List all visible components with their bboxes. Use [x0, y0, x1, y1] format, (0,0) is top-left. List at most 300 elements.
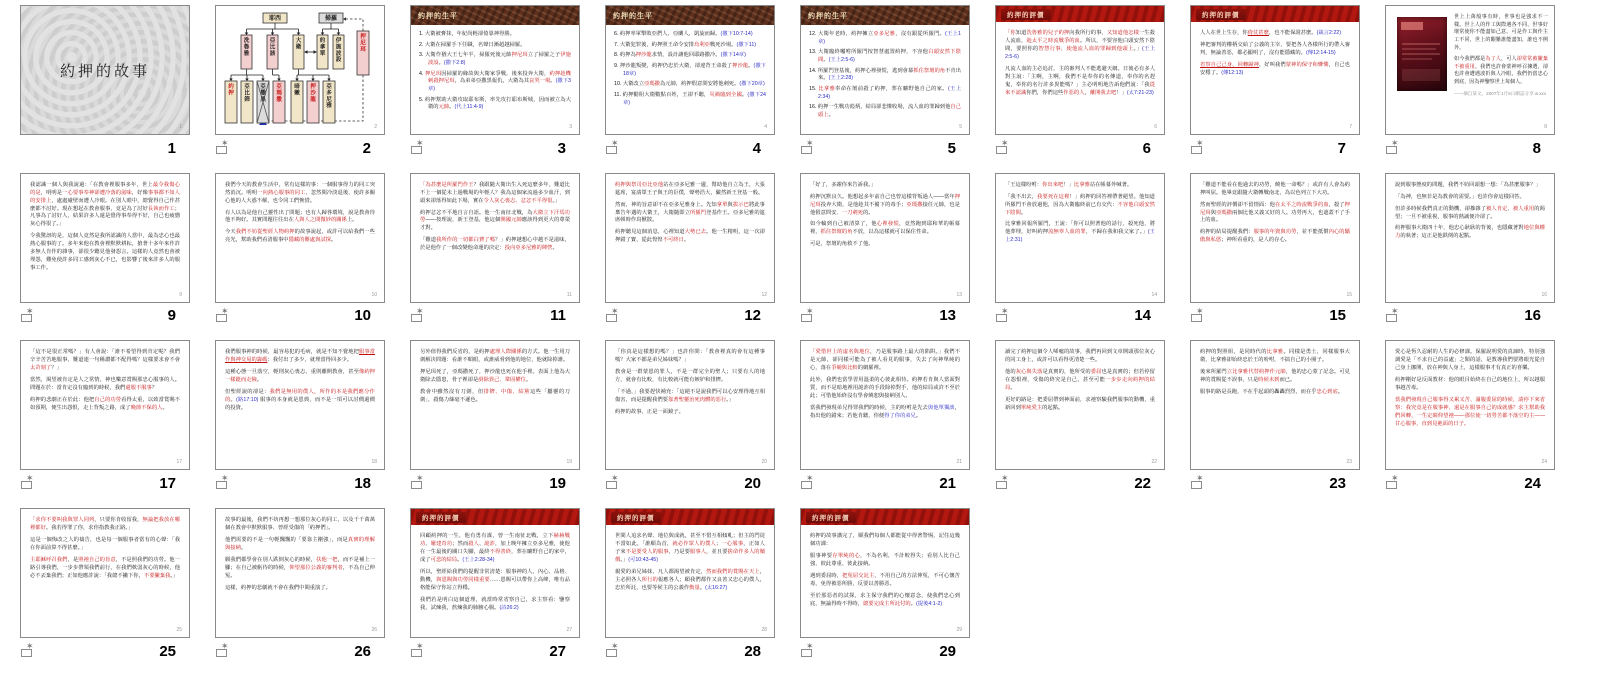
text-segment: 。 — [256, 377, 263, 384]
text-segment: 把冤屈交託主 — [842, 572, 875, 579]
transition-star-icon[interactable] — [801, 644, 816, 658]
slide-header-title: 約押的生平 — [613, 12, 653, 20]
transition-star-icon[interactable] — [606, 141, 621, 155]
paragraph — [225, 389, 375, 413]
text-segment: 我們是無用的僕人，所作的本是我們應分作的 — [225, 389, 375, 404]
slide-page-number: 11 — [566, 291, 572, 298]
diagram-box-saul — [319, 13, 343, 23]
paragraph — [1200, 202, 1350, 226]
paragraph — [615, 389, 765, 405]
text-segment: 為了人 — [1485, 56, 1502, 63]
text-segment: ！」約押的回答裡帶著絕望。他知道所羅門不會放過他，因為大衛臨終前已有交代： — [1005, 193, 1155, 208]
text-segment: ？」 — [51, 365, 62, 372]
text-segment: 約押沉默良久。他想起多年前自己也曾這樣背叛過人——當年 — [810, 193, 955, 200]
text-segment: (撒下24章) — [623, 92, 766, 106]
slide-number: 26 — [354, 642, 371, 660]
paragraph — [1200, 369, 1350, 385]
slide-header-band — [801, 509, 969, 525]
text-segment: 我要死在這裡 — [1037, 193, 1070, 200]
text-segment: 將此事稟告年邁的大衛王，大衛隨即立 — [615, 201, 765, 216]
transition-star-icon[interactable] — [411, 309, 426, 323]
text-segment: 。 — [162, 405, 168, 412]
text-segment: 凡流人血的主必追討，主的審判人不能逃避天網。日後必有多人對主說：「主啊，主啊，我們不是奉你的名傳道，奉你的名趕鬼，奉你的名行許多異能嗎？」主必明明地告訴他們說：「我 — [1005, 65, 1155, 88]
slide-thumbnail-27[interactable] — [410, 508, 580, 638]
slide-number: 1 — [167, 139, 176, 157]
text-segment: 10. 大衛改立 — [614, 81, 645, 88]
text-segment: 當我們發現弟兄得罪我們的時候，主的吩咐是先去 — [810, 405, 928, 412]
paragraph — [1005, 30, 1155, 62]
slide-page-number: 13 — [956, 291, 962, 298]
paragraph — [30, 397, 180, 413]
text-segment: 押尼珥死了，亞瑪撒死了，押沙龍也死在他手裡。表面上他為大衛除去隱患，骨子裡卻是 — [420, 369, 570, 384]
paragraph — [1200, 349, 1350, 365]
paragraph — [1005, 369, 1155, 393]
text-segment: 今天 — [225, 229, 236, 236]
paragraph — [225, 229, 375, 245]
transition-star-icon[interactable] — [21, 476, 36, 490]
diagram-box-joab — [225, 81, 237, 123]
text-segment: 。」 — [620, 556, 629, 563]
text-segment: 單純愛主 — [1020, 405, 1043, 412]
text-segment: 因掃羅的緣故與大衛家爭戰，後來投奔大衛， — [441, 70, 550, 77]
text-segment: 衡量 — [689, 584, 700, 591]
transition-star-icon[interactable] — [216, 644, 231, 658]
text-segment: 的執著；這正是他跌倒的起點。 — [1400, 233, 1475, 240]
text-segment: 約押的故事講完了，願我們每個人都能從中得著警惕，記住這幾個功課： — [810, 533, 960, 548]
text-segment: 。」 — [726, 397, 735, 404]
text-segment: ，也不能保證甚麼。 — [1268, 30, 1317, 36]
slide-body — [216, 509, 384, 593]
paragraph — [225, 557, 375, 581]
text-segment: (太7:21-23) — [1126, 89, 1154, 96]
transition-star-icon[interactable] — [411, 141, 426, 155]
transition-star-icon[interactable] — [1191, 476, 1206, 490]
text-segment: ，好叫我們 — [1258, 61, 1286, 68]
cover-detail — [1402, 58, 1432, 60]
text-segment: (可10:43-45) — [628, 556, 659, 563]
text-segment: 。 — [457, 556, 463, 563]
slide-thumbnail-6[interactable] — [995, 5, 1165, 135]
slide-page-number: 24 — [1541, 459, 1547, 466]
text-segment: 約押的故事，正是一面鏡子。 — [615, 409, 684, 416]
slide-thumbnail-23[interactable] — [1190, 340, 1360, 470]
text-segment: 忠心到底 — [1316, 389, 1338, 396]
citation-line — [1454, 91, 1548, 98]
transition-star-icon[interactable] — [21, 644, 36, 658]
slide-number: 10 — [354, 307, 371, 325]
text-segment: 灰心與失落 — [1015, 369, 1043, 376]
transition-star-icon[interactable] — [606, 644, 621, 658]
text-segment: ！」 — [1063, 181, 1074, 188]
text-segment: 。 — [1010, 385, 1016, 392]
paragraph — [1005, 66, 1155, 98]
text-segment: 。 — [1337, 389, 1344, 396]
text-segment: (提後4:1-2) — [915, 600, 943, 607]
slide-number: 15 — [1329, 307, 1346, 325]
text-segment: 最令我傷心的是 — [30, 181, 180, 196]
transition-star-icon[interactable] — [1191, 141, 1206, 155]
slide-thumbnail-29[interactable] — [800, 508, 970, 638]
text-segment: 、 — [478, 541, 485, 548]
slide-thumbnail-9[interactable] — [20, 173, 190, 303]
slide-thumbnail-18[interactable] — [215, 340, 385, 470]
transition-star-icon[interactable] — [606, 309, 621, 323]
slide-thumbnail-22[interactable] — [995, 340, 1165, 470]
text-segment: 。 — [1020, 209, 1027, 216]
text-segment: 。 — [823, 57, 829, 64]
text-segment: 服事人 — [690, 548, 707, 555]
slide-number: 29 — [939, 642, 956, 660]
text-segment: 殺人 — [468, 541, 479, 548]
cover-detail — [1402, 48, 1436, 50]
slide-page-number: 12 — [761, 291, 767, 298]
text-segment: 智慧行事，使他流人血的罪歸到他頭上 — [1038, 45, 1134, 52]
bullet-item — [419, 71, 571, 94]
diagram-box-jonathan — [317, 35, 328, 69]
text-segment: 投奔大衛，是他趁其不備下的毒手； — [820, 201, 907, 208]
bullet-item — [809, 31, 961, 46]
paragraph — [1454, 56, 1548, 87]
slide-thumbnail-19[interactable] — [410, 340, 580, 470]
text-segment: 看得太重，以致當賞賜不如預期，便生出怨恨，走上背叛之路，成了 — [30, 397, 180, 412]
slide-page-number: 20 — [761, 459, 767, 466]
text-segment: 。 — [910, 600, 916, 607]
slide-page-number: 4 — [764, 124, 767, 130]
text-segment: 5. 約押幫助大衛攻取耶布斯，率先攻打耶布斯城，因而被立為大衛的 — [419, 96, 571, 111]
slide-thumbnail-28[interactable] — [605, 508, 775, 638]
transition-star-icon[interactable] — [411, 476, 426, 490]
text-segment: (詩26:2) — [499, 604, 519, 611]
transition-star-icon[interactable] — [801, 309, 816, 323]
text-segment: 大勢已去 — [684, 229, 707, 236]
text-segment: 向我所行的事， — [1069, 30, 1107, 36]
svg-text:暗嫩: 暗嫩 — [294, 84, 300, 97]
slide-body — [996, 174, 1164, 246]
slide-caption-strip — [1385, 472, 1555, 494]
slide-number: 13 — [939, 307, 956, 325]
slide-header-band — [411, 6, 579, 25]
text-segment: 服事的路是長跑，不在乎起頭的轟轟烈烈，而在乎 — [1200, 389, 1317, 396]
text-segment: 、 — [425, 541, 431, 548]
text-segment: ，他的忠心蒙了記念。可見神的賞賜從不誤事，只是 — [1200, 369, 1350, 384]
text-segment: 的網羅裡。 — [857, 365, 885, 372]
paragraph — [225, 182, 375, 206]
slide-page-number: 7 — [1349, 124, 1352, 130]
diagram-box-absalom — [307, 81, 319, 123]
text-segment: ，處處碰壁而遭人冷眼。在別人眼中，總覺得自己作甚麼都不討好。現在想起在教會服事，竟是為了討好 — [30, 197, 180, 212]
text-segment: 的渴望；一旦不被重視，服事的熱誠便冷卻了。 — [1395, 205, 1545, 220]
text-segment: 烏利亞 — [694, 41, 710, 48]
text-segment: 有人以為是他自己靈性出了問題；也有人歸咎環境，說是教會待他不夠好。其實問題往往出在 — [225, 209, 375, 224]
svg-text:押尼珥: 押尼珥 — [360, 34, 366, 53]
text-segment: 隱藏的難處與試探 — [288, 237, 331, 244]
text-segment: 太苛刻了 — [30, 365, 52, 372]
text-segment: 6. 約押率軍擊敗亞捫人、亞蘭人，凱旋而歸。 — [614, 31, 721, 37]
slide-thumbnail-25[interactable] — [20, 508, 190, 638]
text-segment: 接任元帥，也是他假意問安、 — [810, 201, 960, 216]
transition-star-icon[interactable] — [216, 476, 231, 490]
text-segment: 洗魯雅的兒子約押 — [1026, 30, 1070, 36]
paragraph — [30, 377, 180, 393]
text-segment: 另外值得我們反省的，是約押 — [420, 349, 490, 356]
bullet-item — [809, 86, 961, 101]
diagram-box-zeruiah — [241, 35, 252, 69]
text-segment: ，只要你肯收留我， — [94, 517, 143, 524]
text-segment: 扶他一把 — [316, 556, 338, 563]
diagram-box-amasa — [273, 81, 285, 123]
text-segment: 奉命在壇前殺了約押，葬在曠野他自己的家。 — [835, 86, 948, 93]
slide-thumbnail-16[interactable] — [1385, 173, 1555, 303]
paragraph — [1005, 221, 1155, 245]
slide-body — [21, 341, 189, 413]
text-segment: (王上2:31) — [1005, 229, 1155, 244]
text-segment: ？ — [151, 385, 158, 392]
text-segment: 抓住祭壇的角 — [913, 67, 946, 74]
text-segment: 。 — [915, 412, 922, 419]
slide-thumbnail-26[interactable] — [215, 508, 385, 638]
slide-caption-strip — [605, 640, 775, 662]
paragraph — [1395, 225, 1545, 241]
slide-header-title: 約押的評價 — [1001, 9, 1051, 20]
slide-header-band — [1191, 6, 1359, 22]
text-segment: 總要完成主所託付的 — [862, 600, 911, 607]
slide-thumbnail-24[interactable] — [1385, 340, 1555, 470]
text-segment: 約押忿忿不平地自言自語。他一生南征北戰，為 — [420, 209, 533, 216]
slide-caption-strip — [995, 305, 1165, 327]
text-segment: 約押聽見這個消息，心裡知道 — [615, 229, 685, 236]
text-segment: 不容他白頭安然下陰間 — [1005, 201, 1155, 216]
bullet-item — [614, 92, 766, 107]
text-segment: 這是一個悔改之人的禱告，也是每一個服事者當有的心聲：「我在你面前算不得甚麼。」 — [30, 536, 180, 551]
text-segment: ，乃是服事路上最大的陷阱。」我們不是元帥，卻同樣可能為了被人看見的服事，失去了向神單純的心，落在 — [810, 349, 960, 372]
transition-star-icon[interactable] — [216, 141, 231, 155]
paragraph — [810, 221, 960, 237]
slide-thumbnail-4[interactable] — [605, 5, 775, 135]
diagram-box-abner — [357, 31, 369, 75]
slide-thumbnail-1[interactable] — [20, 5, 190, 135]
slide-number: 21 — [939, 474, 956, 492]
text-segment: 與 — [1210, 209, 1217, 216]
slide-body — [1386, 174, 1554, 242]
svg-text:大衛: 大衛 — [295, 38, 302, 51]
bullet-item — [614, 52, 766, 60]
transition-star-icon[interactable] — [996, 476, 1011, 490]
text-segment: (撒下2:8) — [443, 60, 466, 67]
slide-caption-strip — [1385, 137, 1555, 159]
svg-text:耶西: 耶西 — [268, 16, 282, 23]
transition-star-icon[interactable] — [216, 309, 231, 323]
transition-star-icon[interactable] — [801, 141, 816, 155]
text-segment: ，為弟弟亞撒黑報仇，大衛為其 — [454, 78, 529, 85]
text-segment: 伊施波設 — [428, 52, 571, 67]
paragraph — [420, 369, 570, 385]
paragraph — [810, 241, 960, 249]
paragraph — [420, 349, 570, 365]
slide-thumbnail-5[interactable] — [800, 5, 970, 135]
text-segment: ……恩賜可以帶你上高峰，唯有品格能保守你站立得穩。 — [420, 576, 570, 591]
text-segment: ； — [716, 541, 722, 548]
transition-star-icon[interactable] — [801, 476, 816, 490]
text-segment: (傳12:13) — [1221, 69, 1244, 76]
slide-body — [606, 25, 774, 107]
slide-thumbnail-17[interactable] — [20, 340, 190, 470]
slide-caption-strip — [800, 640, 970, 662]
slide-thumbnail-13[interactable] — [800, 173, 970, 303]
text-segment: ，好像 — [131, 189, 148, 196]
transition-star-icon[interactable] — [1386, 309, 1401, 323]
slide-thumbnail-20[interactable] — [605, 340, 775, 470]
paragraph — [615, 533, 765, 565]
text-segment: (王上2:5-6) — [1005, 45, 1155, 60]
text-segment: 。 — [552, 245, 558, 252]
transition-star-icon[interactable] — [606, 476, 621, 490]
transition-star-icon[interactable] — [21, 309, 36, 323]
text-segment: 像約押一樣鋌而走險 — [225, 369, 375, 384]
slide-number: 3 — [557, 139, 566, 157]
text-segment: 服事神要 — [810, 552, 833, 559]
text-segment: 而已。 — [1279, 377, 1296, 384]
text-segment: 此外，我們也當學習用溫柔的心彼此相待。約押若肯與人當面對質，而不是暗地裡用詭詐的手段除掉對手，他的結局或許不至於此；可惜他始終沒有學會饒恕與接納別人。 — [810, 377, 960, 400]
slide-thumbnail-11[interactable] — [410, 173, 580, 303]
text-segment: 不放，以為這樣就可以保住性命。 — [852, 229, 932, 236]
text-segment: 。」 — [552, 197, 561, 204]
text-segment: 投向亞多尼雅的陣營 — [504, 245, 553, 252]
text-segment: 大衛立下汗馬功勞 — [420, 209, 570, 224]
transition-star-icon[interactable] — [1386, 141, 1401, 155]
text-segment: ，忽然間冷淡退後，使許多關心他的人大惑不解，也令同工們惋惜。 — [225, 189, 375, 204]
svg-text:押沙龍: 押沙龍 — [310, 84, 316, 103]
cover-detail — [1402, 53, 1440, 55]
slide-thumbnail-8[interactable] — [1385, 5, 1555, 135]
slide-thumbnail-15[interactable] — [1190, 173, 1360, 303]
text-segment: 我們若是明白這個道理，就當時常省察自己，求主察看：鑒察我，試煉我，熬煉我的肺腑心腸。 — [420, 596, 570, 611]
text-segment: 被人重用 — [1512, 205, 1535, 212]
text-segment: 「難道 — [420, 237, 437, 244]
text-segment: ，乃是要 — [668, 548, 691, 555]
text-segment: 。 — [449, 104, 455, 111]
paragraph — [1454, 14, 1548, 52]
text-segment: ，可人 — [1501, 56, 1517, 63]
text-segment: 約押剛好是反面教材：他的眼目始終在自己的地位上，所以越服事越苦毒。 — [1395, 377, 1545, 392]
text-segment: ，不為自己伸冤。 — [225, 564, 375, 579]
transition-star-icon[interactable] — [996, 309, 1011, 323]
text-segment: ——按理說，新王登基，他這個 — [425, 217, 501, 224]
text-segment: 比拿雅 — [1073, 181, 1090, 188]
slide-number: 22 — [1134, 474, 1151, 492]
slide-thumbnail-2[interactable] — [215, 5, 385, 135]
text-segment: 在太平之時流戰爭的血 — [1275, 201, 1329, 208]
slide-number: 12 — [744, 307, 761, 325]
text-segment: (撒下20章) — [739, 81, 765, 88]
paragraph — [225, 369, 375, 385]
text-segment: 屢建奇功 — [430, 541, 453, 548]
text-segment: 。 — [438, 60, 444, 67]
paragraph — [1005, 397, 1155, 413]
diagram-box-ishbosheth — [333, 35, 344, 69]
paragraph — [810, 377, 960, 401]
svg-text:亞多尼雅: 亞多尼雅 — [326, 84, 332, 110]
paragraph — [30, 182, 180, 230]
text-segment: 趁太平之時流戰爭的血 — [1026, 37, 1081, 44]
text-segment: (撒下11) — [736, 41, 757, 48]
slide-body — [801, 25, 969, 120]
diagram-box-david — [293, 35, 304, 69]
slide-page-number: 25 — [176, 627, 182, 634]
text-segment: ？我跟隨大衛出生入死這麼多年，難道比不上一個從未上過戰場的年輕人？我為這個家流過多少血汗，到頭來卻落得如此下場，實在 — [420, 181, 570, 204]
paragraph — [1395, 182, 1545, 190]
slide-thumbnail-7[interactable] — [1190, 5, 1360, 135]
paragraph — [225, 349, 375, 365]
text-segment: ；神所看重的，是人的存心。 — [1221, 237, 1291, 244]
transition-star-icon[interactable] — [996, 141, 1011, 155]
text-segment: 與他單獨談 — [927, 405, 955, 412]
text-segment: 「為神，也無非是為教會的需要。」也許你會這樣回答。 — [1395, 193, 1525, 200]
text-segment: 的。 — [863, 209, 874, 216]
slide-page-number: 23 — [1346, 459, 1352, 466]
slide-number: 23 — [1329, 474, 1346, 492]
text-segment: 拔示巴 — [732, 201, 749, 208]
text-segment: 。 — [748, 63, 754, 70]
slide-header-title: 約押的評價 — [611, 512, 661, 523]
slide-body — [606, 341, 774, 417]
text-segment: 自己頭上 — [818, 104, 961, 119]
text-segment: (箴言2:22) — [1316, 30, 1342, 36]
slide-caption-strip — [20, 472, 190, 494]
text-segment: 。 — [699, 584, 706, 591]
text-segment: 戰死沙場。 — [709, 41, 737, 48]
diagram-box-asahel — [257, 81, 269, 123]
paragraph — [30, 349, 180, 373]
bullet-item — [614, 31, 766, 39]
slide-thumbnail-14[interactable] — [995, 173, 1165, 303]
text-segment: ？」約押越想心中越不是滋味，於是他作了一個改變他命運的決定： — [420, 237, 570, 252]
text-segment: 卻常常被撇棄不被重用 — [1454, 56, 1548, 70]
slide-thumbnail-21[interactable] — [800, 340, 970, 470]
transition-star-icon[interactable] — [1386, 476, 1401, 490]
text-segment: 令我驚訝的是，這個人竟然是我所認識的人當中，最為忠心也最熱心服事的了。多年來他在教會裡默默耕耘，搶著十多年來作許多無人肯作的雜事，卻很少聽見他發怨言。這樣的人竟然也會被埋怨，難免使許多同工感到灰心不已，也影響了後來許多人的服事工作。 — [30, 233, 180, 272]
text-segment: 內心的驕傲與私慾 — [1200, 229, 1350, 244]
text-segment: (撒下14章) — [720, 52, 746, 59]
transition-star-icon[interactable] — [411, 644, 426, 658]
text-segment: 但聖經說的卻是： — [225, 389, 270, 396]
text-segment: 人人在世上生存，你 — [1200, 30, 1248, 36]
paragraph — [1005, 194, 1155, 218]
slide-number: 17 — [159, 474, 176, 492]
bullet-item — [809, 49, 961, 64]
text-segment: 「為甚麼是所羅門作王 — [420, 181, 474, 188]
slide-page-number: 22 — [1151, 459, 1157, 466]
text-segment: 12. 大衛年老時，約押擁立 — [809, 31, 874, 37]
text-segment: 如今輪到自己被清算了，他 — [810, 221, 877, 228]
slide-body — [21, 174, 189, 273]
slide-thumbnail-12[interactable] — [605, 173, 775, 303]
slide-caption-strip — [410, 640, 580, 662]
bullet-item — [614, 63, 766, 78]
slide-thumbnail-10[interactable] — [215, 173, 385, 303]
slide-thumbnail-3[interactable] — [410, 5, 580, 135]
paragraph — [615, 349, 765, 365]
transition-star-icon[interactable] — [1191, 309, 1206, 323]
text-segment: 如今我們都是 — [1454, 56, 1486, 63]
text-segment: ，是 — [67, 556, 79, 563]
text-segment: 。 — [550, 78, 556, 85]
slide-caption-strip — [410, 137, 580, 159]
text-segment: 教會是一群蒙恩的罪人，不是一群完全的聖人；只要有人的地方，就會有比較，有比較就可能有嫉妒和排擠。 — [615, 369, 765, 384]
bullet-item — [419, 97, 571, 112]
slide-header-band — [606, 6, 774, 25]
text-segment: 「愛惜世上的虛名與地位 — [810, 349, 871, 356]
paragraph — [420, 389, 570, 405]
